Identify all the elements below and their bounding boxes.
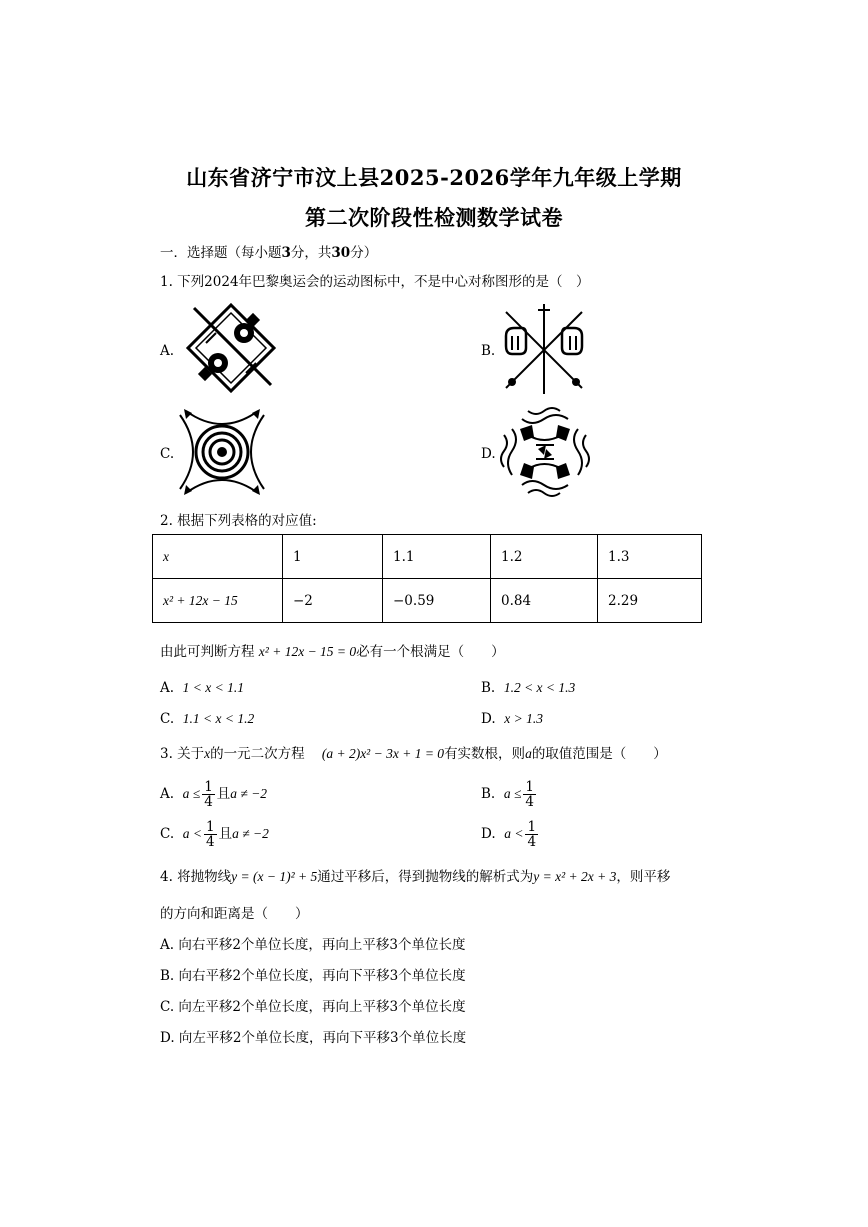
option-label: C. xyxy=(160,826,175,842)
section-header xyxy=(160,244,377,262)
fraction-numerator: 1 xyxy=(204,779,213,795)
option-label: D. xyxy=(481,711,496,727)
q1-option-a-label: A. xyxy=(160,343,175,359)
table-cell: 0.84 xyxy=(491,579,598,623)
q2-option-d xyxy=(481,710,543,728)
table-cell: −0.59 xyxy=(383,579,491,623)
section-total-points: 30 xyxy=(331,245,351,261)
table-cell: x xyxy=(153,535,283,579)
archery-target-icon xyxy=(176,407,268,497)
q3-option-c xyxy=(160,820,269,849)
q3-stem-mid2: 有实数根，则 xyxy=(444,746,526,762)
option-qie: 且 xyxy=(216,786,231,802)
q3-stem-post: 的取值范围是（ ） xyxy=(531,746,667,762)
question-3-stem xyxy=(160,745,667,763)
q3-option-b xyxy=(481,780,538,809)
q2-option-a xyxy=(160,679,244,697)
fraction-numerator: 1 xyxy=(205,819,215,835)
option-label: C. xyxy=(160,711,175,727)
swimming-icon xyxy=(498,405,592,499)
fraction xyxy=(525,820,538,849)
q4-stem-pre: 4. 将抛物线 xyxy=(160,869,232,885)
section-name: 一．选择题 xyxy=(160,245,228,261)
section-unit-2: 分） xyxy=(350,245,378,261)
q3-option-d xyxy=(481,820,540,849)
question-2-follow xyxy=(160,643,505,661)
value-table xyxy=(152,534,702,623)
q4-stem-post: ，则平移 xyxy=(616,869,671,885)
question-4-stem-line-2: 的方向和距离是（ ） xyxy=(160,906,309,922)
option-neq: a ≠ −2 xyxy=(230,786,268,801)
exam-title-line-2: 第二次阶段性检测数学试卷 xyxy=(305,205,563,230)
option-text: 1 < x < 1.1 xyxy=(182,680,244,695)
section-per-points: 3 xyxy=(281,245,291,261)
option-neq: a ≠ −2 xyxy=(232,826,269,841)
q4-stem-mid: 通过平移后，得到抛物线的解析式为 xyxy=(317,869,534,885)
q3-var-a: a xyxy=(525,746,532,761)
q1-option-d-label: D. xyxy=(481,446,496,462)
q4-option-d: D. 向左平移2个单位长度，再向下平移3个单位长度 xyxy=(160,1030,467,1046)
fraction-denominator: 4 xyxy=(527,834,537,850)
fraction xyxy=(523,780,536,809)
fraction-denominator: 4 xyxy=(525,794,534,810)
fencing-icon xyxy=(498,300,590,396)
fraction xyxy=(204,820,217,849)
section-unit-1: 分，共 xyxy=(290,245,332,261)
table-cell: x² + 12x − 15 xyxy=(153,579,283,623)
q2-follow-pre: 由此可判断方程 xyxy=(160,644,255,660)
option-relation: a ≤ xyxy=(182,786,201,801)
fraction-numerator: 1 xyxy=(525,779,534,795)
option-text: 1.1 < x < 1.2 xyxy=(182,711,255,726)
q4-option-a: A. 向右平移2个单位长度，再向上平移3个单位长度 xyxy=(160,937,466,953)
option-label: B. xyxy=(481,680,496,696)
option-text: x > 1.3 xyxy=(504,711,543,726)
table-row xyxy=(153,579,702,623)
question-2-stem: 2. 根据下列表格的对应值: xyxy=(160,513,317,529)
q2-equation: x² + 12x − 15 = 0 xyxy=(258,644,357,659)
section-note-open: （每小题 xyxy=(227,245,282,261)
table-cell: 1.2 xyxy=(491,535,598,579)
option-label: B. xyxy=(481,786,496,802)
question-1-stem: 1. 下列2024年巴黎奥运会的运动图标中，不是中心对称图形的是（ ） xyxy=(160,274,590,290)
option-qie: 且 xyxy=(218,826,233,842)
q1-option-c-label: C. xyxy=(160,446,175,462)
table-row xyxy=(153,535,702,579)
fraction xyxy=(202,780,215,809)
q3-stem-mid: 的一元二次方程 xyxy=(210,746,305,762)
q4-option-c: C. 向左平移2个单位长度，再向上平移3个单位长度 xyxy=(160,999,466,1015)
table-cell: 1.1 xyxy=(383,535,491,579)
fraction-numerator: 1 xyxy=(527,819,537,835)
option-relation: a ≤ xyxy=(503,786,522,801)
q4-equation-2: y = x² + 2x + 3 xyxy=(533,869,617,884)
q4-option-b: B. 向右平移2个单位长度，再向下平移3个单位长度 xyxy=(160,968,466,984)
option-relation: a < xyxy=(504,826,524,841)
q3-stem-pre: 3. 关于 xyxy=(160,746,205,762)
option-relation: a < xyxy=(182,826,202,841)
q4-equation-1: y = (x − 1)² + 5 xyxy=(231,869,318,884)
option-label: A. xyxy=(160,786,175,802)
option-text: 1.2 < x < 1.3 xyxy=(503,680,576,695)
q2-option-c xyxy=(160,710,254,728)
q3-var-x: x xyxy=(204,746,211,761)
q1-option-b-label: B. xyxy=(481,343,496,359)
table-cell: 2.29 xyxy=(598,579,702,623)
table-cell: 1 xyxy=(283,535,383,579)
question-4-stem xyxy=(160,868,670,886)
fraction-denominator: 4 xyxy=(204,794,213,810)
option-label: D. xyxy=(481,826,496,842)
exam-title-line-1: 山东省济宁市汶上县2025-2026学年九年级上学期 xyxy=(186,165,682,190)
q2-follow-post: 必有一个根满足（ ） xyxy=(356,644,505,660)
table-cell: −2 xyxy=(283,579,383,623)
table-cell: 1.3 xyxy=(598,535,702,579)
fraction-denominator: 4 xyxy=(205,834,215,850)
q3-equation: (a + 2)x² − 3x + 1 = 0 xyxy=(321,746,445,761)
q3-option-a xyxy=(160,780,267,809)
q2-option-b xyxy=(481,679,575,697)
boxing-icon xyxy=(186,303,276,393)
option-label: A. xyxy=(160,680,175,696)
